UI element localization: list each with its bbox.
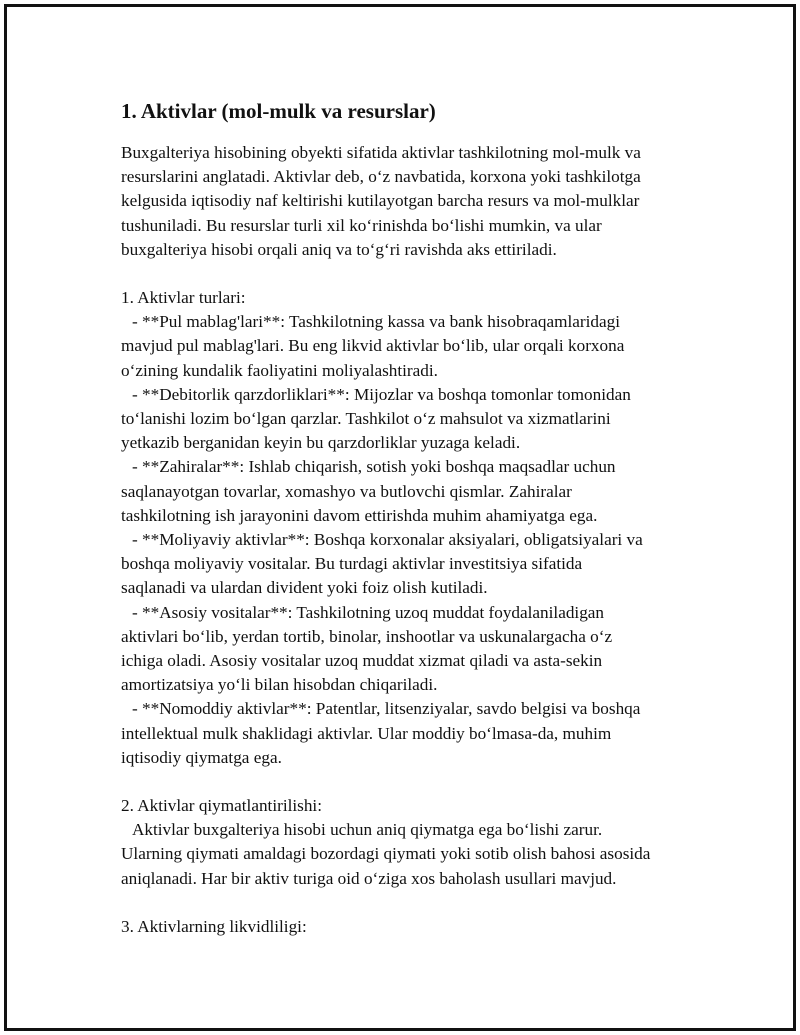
text-line: - **Asosiy vositalar**: Tashkilotning uzoq muddat foydalaniladigan [132,602,605,622]
list-item-receivables [121,383,711,456]
text-line: - **Moliyaviy aktivlar**: Boshqa korxonalar aksiyalari, obligatsiyalari va [132,530,643,550]
text-line: to‘lanishi lozim bo‘lgan qarzlar. Tashkilot o‘z mahsulot va xizmatlarini [121,409,611,429]
text-line: intellektual mulk shaklidagi aktivlar. Ular moddiy bo‘lmasa-da, muhim [121,723,612,743]
text-line: - **Nomoddiy aktivlar**: Patentlar, litsenziyalar, savdo belgisi va boshqa [132,699,641,719]
text-line: boshqa moliyaviy vositalar. Bu turdagi aktivlar investitsiya sifatida [121,554,583,574]
page-frame [4,4,796,1031]
asset-types-section [121,286,711,770]
text-line: mavjud pul mablag'lari. Bu eng likvid aktivlar bo‘lib, ular orqali korxona [121,336,625,356]
intro-paragraph [121,141,711,262]
list-item-inventory [121,455,711,528]
text-line: Aktivlar buxgalteriya hisobi uchun aniq qiymatga ega bo‘lishi zarur. [132,820,603,840]
text-line: o‘zining kundalik faoliyatini moliyalashtiradi. [121,360,438,380]
text-line: saqlanayotgan tovarlar, xomashyo va butlovchi qismlar. Zahiralar [121,481,572,501]
section-title: 1. Aktivlar turlari: [121,288,246,308]
document-body [121,97,711,939]
text-line: Ularning qiymati amaldagi bozordagi qiymati yoki sotib olish bahosi asosida [121,844,651,864]
section-title: 2. Aktivlar qiymatlantirilishi: [121,796,322,816]
text-line: yetkazib berganidan keyin bu qarzdorliklar yuzaga keladi. [121,433,521,453]
text-line: aktivlari bo‘lib, yerdan tortib, binolar, inshootlar va uskunalargacha o‘z [121,626,613,646]
text-line: - **Debitorlik qarzdorliklari**: Mijozlar va boshqa tomonlar tomonidan [132,384,631,404]
text-line: Buxgalteriya hisobining obyekti sifatida aktivlar tashkilotning mol-mulk va [121,143,641,162]
valuation-section [121,794,711,891]
list-item-financial-assets [121,528,711,601]
list-item-fixed-assets [121,601,711,698]
text-line: aniqlanadi. Har bir aktiv turiga oid o‘ziga xos baholash usullari mavjud. [121,868,617,888]
text-line: - **Pul mablag'lari**: Tashkilotning kassa va bank hisobraqamlaridagi [132,312,620,332]
text-line: buxgalteriya hisobi orqali aniq va to‘g‘ri ravishda aks ettiriladi. [121,239,557,259]
text-line: iqtisodiy qiymatga ega. [121,747,282,767]
list-item-intangible-assets [121,697,711,770]
liquidity-section [121,915,711,939]
text-line: - **Zahiralar**: Ishlab chiqarish, sotish yoki boshqa maqsadlar uchun [132,457,616,477]
list-item-cash [121,310,711,383]
text-line: kelgusida iqtisodiy naf keltirishi kutilayotgan barcha resurs va mol-mulklar [121,191,640,211]
text-line: amortizatsiya yo‘li bilan hisobdan chiqariladi. [121,675,438,695]
section-heading: 1. Aktivlar (mol-mulk va resurslar) [121,99,436,123]
text-line: resurslarini anglatadi. Aktivlar deb, o‘z navbatida, korxona yoki tashkilotga [121,167,641,187]
text-line: tashkilotning ish jarayonini davom ettirishda muhim ahamiyatga ega. [121,505,598,525]
text-line: tushuniladi. Bu resurslar turli xil ko‘rinishda bo‘lishi mumkin, va ular [121,215,602,235]
section-title: 3. Aktivlarning likvidliligi: [121,916,307,936]
text-line: saqlanadi va ulardan divident yoki foiz olish kutiladi. [121,578,488,598]
text-line: ichiga oladi. Asosiy vositalar uzoq muddat xizmat qiladi va asta-sekin [121,651,603,671]
